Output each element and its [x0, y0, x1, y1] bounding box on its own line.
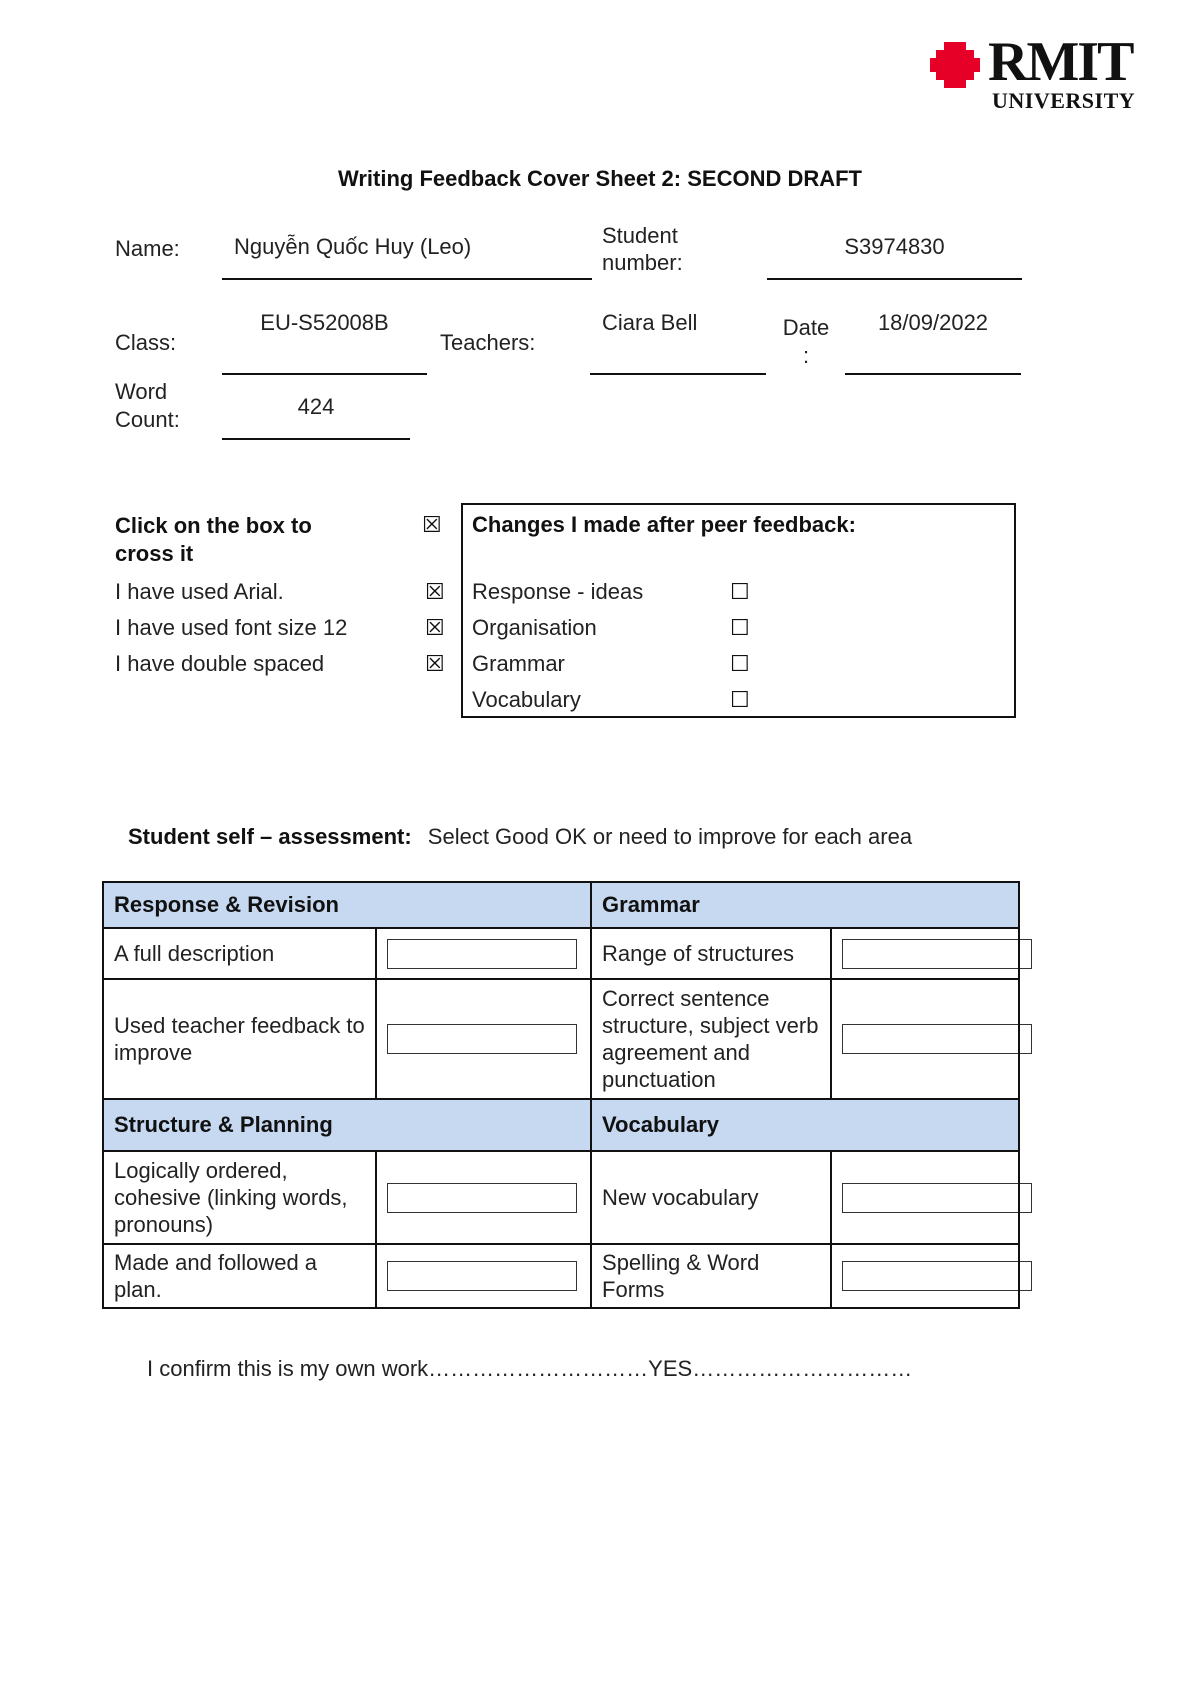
criterion-full-description: A full description — [103, 928, 376, 979]
changes-heading: Changes I made after peer feedback: — [472, 512, 856, 537]
name-value: Nguyễn Quốc Huy (Leo) — [234, 234, 472, 259]
self-assessment-line — [128, 824, 912, 850]
rating-cell — [831, 979, 1019, 1099]
rating-cell — [831, 1151, 1019, 1244]
changes-item-organisation-label: Organisation — [472, 615, 597, 640]
table-row — [103, 1151, 1019, 1244]
criterion-correct-sentence-structure: Correct sentence structure, subject verb agreement and punctuation — [591, 979, 831, 1099]
changes-item-vocabulary-checkbox[interactable]: ☐ — [730, 687, 750, 712]
date-value: 18/09/2022 — [877, 310, 989, 335]
criterion-teacher-feedback: Used teacher feedback to improve — [103, 979, 376, 1099]
rating-cell — [376, 979, 591, 1099]
section-header-structure-planning: Structure & Planning — [103, 1099, 591, 1151]
date-field[interactable] — [845, 310, 1021, 375]
rating-cell — [376, 1244, 591, 1308]
rating-input-logically-ordered[interactable] — [387, 1183, 577, 1213]
rating-cell — [376, 928, 591, 979]
page-title: Writing Feedback Cover Sheet 2: SECOND DRAFT — [337, 166, 862, 191]
self-assessment-table — [102, 881, 1020, 1309]
word-count-label — [115, 378, 180, 434]
rating-input-spelling-word-forms[interactable] — [842, 1261, 1032, 1291]
rmit-pixel-icon — [930, 42, 980, 88]
changes-item-grammar-label: Grammar — [472, 651, 565, 676]
changes-item-response-checkbox[interactable]: ☐ — [730, 579, 750, 604]
confirmation-statement: I confirm this is my own work…………………………YES………………………… — [147, 1356, 913, 1381]
teachers-value: Ciara Bell — [602, 310, 698, 335]
section-header-row — [103, 1099, 1019, 1151]
criterion-new-vocabulary: New vocabulary — [591, 1151, 831, 1244]
section-header-vocabulary: Vocabulary — [591, 1099, 1019, 1151]
criterion-spelling-word-forms: Spelling & Word Forms — [591, 1244, 831, 1308]
checklist-item-arial-checkbox[interactable]: ☒ — [425, 579, 445, 604]
date-label-line2: : — [802, 343, 810, 368]
class-value: EU-S52008B — [260, 310, 389, 335]
rating-input-range-of-structures[interactable] — [842, 939, 1032, 969]
student-number-label-line2: number: — [602, 250, 683, 275]
teachers-field[interactable] — [590, 310, 766, 375]
checklist-heading-line2: cross it — [115, 541, 194, 566]
section-header-response-revision: Response & Revision — [103, 882, 591, 928]
rating-cell — [376, 1151, 591, 1244]
word-count-label-line2: Count: — [115, 407, 180, 432]
student-number-value: S3974830 — [844, 234, 945, 259]
checklist-item-double-spaced-checkbox[interactable]: ☒ — [425, 651, 445, 676]
checklist-item-double-spaced-label: I have double spaced — [115, 651, 325, 676]
date-label-line1: Date — [782, 315, 830, 340]
changes-item-response-label: Response - ideas — [472, 579, 644, 604]
changes-item-vocabulary-label: Vocabulary — [472, 687, 581, 712]
checklist-item-arial-label: I have used Arial. — [115, 579, 284, 604]
teachers-label: Teachers: — [440, 330, 536, 355]
checklist-heading-line1: Click on the box to — [115, 513, 312, 538]
student-number-label — [602, 222, 683, 276]
rating-input-followed-plan[interactable] — [387, 1261, 577, 1291]
rating-input-teacher-feedback[interactable] — [387, 1024, 577, 1054]
word-count-label-line1: Word — [115, 379, 168, 404]
rating-input-new-vocabulary[interactable] — [842, 1183, 1032, 1213]
class-label: Class: — [115, 330, 177, 355]
class-field[interactable] — [222, 310, 427, 375]
changes-item-grammar-checkbox[interactable]: ☐ — [730, 651, 750, 676]
section-header-grammar: Grammar — [591, 882, 1019, 928]
rating-input-correct-sentence-structure[interactable] — [842, 1024, 1032, 1054]
rating-cell — [831, 1244, 1019, 1308]
criterion-followed-plan: Made and followed a plan. — [103, 1244, 376, 1308]
student-number-field[interactable] — [767, 230, 1022, 280]
criterion-logically-ordered: Logically ordered, cohesive (linking words, pronouns) — [103, 1151, 376, 1244]
date-label — [778, 314, 834, 370]
name-field[interactable] — [222, 230, 592, 280]
student-number-label-line1: Student — [602, 223, 678, 248]
name-label: Name: — [115, 236, 180, 261]
checklist-heading — [115, 512, 395, 568]
table-row — [103, 979, 1019, 1099]
rating-input-full-description[interactable] — [387, 939, 577, 969]
word-count-value: 424 — [297, 394, 335, 419]
criterion-range-of-structures: Range of structures — [591, 928, 831, 979]
changes-item-organisation-checkbox[interactable]: ☐ — [730, 615, 750, 640]
rating-cell — [831, 928, 1019, 979]
word-count-field[interactable] — [222, 390, 410, 440]
checklist-item-font-size-checkbox[interactable]: ☒ — [425, 615, 445, 640]
table-row — [103, 928, 1019, 979]
self-assessment-instruction: Select Good OK or need to improve for each area — [427, 824, 913, 849]
rmit-logo — [930, 31, 1140, 116]
checklist-heading-checkbox[interactable]: ☒ — [422, 512, 442, 537]
section-header-row — [103, 882, 1019, 928]
self-assessment-label: Student self – assessment: — [128, 824, 412, 849]
logo-name: RMIT — [988, 31, 1133, 93]
table-row — [103, 1244, 1019, 1308]
logo-subtitle: UNIVERSITY — [992, 88, 1136, 113]
checklist-item-font-size-label: I have used font size 12 — [115, 615, 348, 640]
